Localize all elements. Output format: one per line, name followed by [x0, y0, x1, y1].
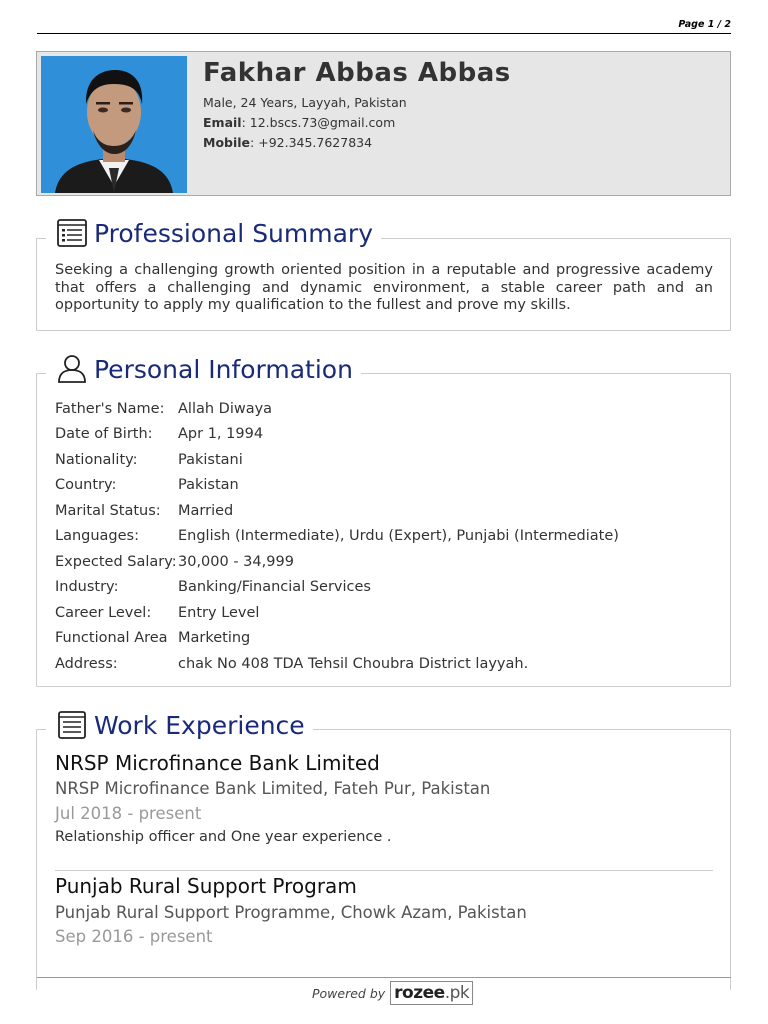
info-row — [55, 396, 619, 422]
mobile-value: : +92.345.7627834 — [250, 135, 373, 150]
job-organization: NRSP Microfinance Bank Limited, Fateh Pur, Pakistan — [55, 779, 491, 798]
info-row — [55, 524, 619, 550]
person-icon — [56, 353, 88, 385]
summary-text: Seeking a challenging growth oriented position in a reputable and progressive academy that offers a challenging and dynamic environment, a stable career path and an opportunity to apply my qualification to the fullest and prove my skills. — [55, 262, 713, 313]
info-key: Address: — [55, 655, 118, 672]
summary-heading — [46, 217, 381, 249]
info-value: 30,000 - 34,999 — [178, 553, 294, 570]
info-row — [55, 549, 619, 575]
info-key: Languages: — [55, 528, 139, 545]
personal-title: Personal Information — [94, 354, 353, 384]
candidate-name: Fakhar Abbas Abbas — [203, 58, 511, 88]
info-row — [55, 651, 619, 677]
brand-suffix: .pk — [444, 983, 470, 1003]
bottom-divider — [37, 977, 731, 978]
rozee-logo[interactable] — [390, 981, 473, 1005]
job-divider — [55, 870, 713, 871]
personal-info-table — [55, 396, 619, 677]
info-value: Pakistan — [178, 477, 239, 494]
email-value: : 12.bscs.73@gmail.com — [241, 115, 396, 130]
personal-heading — [46, 353, 361, 385]
work-title: Work Experience — [94, 710, 305, 740]
info-row — [55, 626, 619, 652]
info-value: Married — [178, 502, 234, 519]
job-dates: Sep 2016 - present — [55, 927, 213, 946]
top-divider — [37, 33, 731, 34]
info-key: Functional Area — [55, 630, 168, 647]
info-value: chak No 408 TDA Tehsil Choubra District layyah. — [178, 655, 529, 672]
job-title: Punjab Rural Support Program — [55, 874, 357, 898]
info-value: Allah Diwaya — [178, 400, 273, 417]
job-organization: Punjab Rural Support Programme, Chowk Azam, Pakistan — [55, 903, 527, 922]
email-line — [203, 115, 395, 130]
candidate-details: Male, 24 Years, Layyah, Pakistan — [203, 95, 407, 110]
info-key: Father's Name: — [55, 400, 165, 417]
info-value: Apr 1, 1994 — [178, 426, 264, 443]
newspaper-icon — [56, 709, 88, 741]
mobile-label: Mobile — [203, 135, 251, 150]
summary-title: Professional Summary — [94, 218, 374, 248]
info-row — [55, 498, 619, 524]
info-row — [55, 473, 619, 499]
profile-photo — [41, 56, 187, 193]
email-label: Email — [203, 115, 242, 130]
page-indicator: Page 1 / 2 — [678, 19, 731, 30]
info-row — [55, 422, 619, 448]
mobile-line — [203, 135, 372, 150]
info-row — [55, 447, 619, 473]
info-key: Expected Salary: — [55, 553, 177, 570]
info-key: Marital Status: — [55, 502, 161, 519]
info-value: Pakistani — [178, 451, 243, 468]
footer — [312, 981, 473, 1005]
info-row — [55, 575, 619, 601]
profile-header — [36, 51, 731, 196]
document-list-icon — [56, 217, 88, 249]
info-key: Career Level: — [55, 604, 152, 621]
info-value: English (Intermediate), Urdu (Expert), Punjabi (Intermediate) — [178, 528, 619, 545]
info-row — [55, 600, 619, 626]
info-key: Industry: — [55, 579, 119, 596]
brand-main: rozee — [394, 983, 445, 1003]
info-value: Marketing — [178, 630, 251, 647]
job-dates: Jul 2018 - present — [55, 804, 202, 823]
info-key: Date of Birth: — [55, 426, 153, 443]
info-value: Entry Level — [178, 604, 260, 621]
job-description: Relationship officer and One year experience . — [55, 829, 392, 845]
work-heading — [46, 709, 313, 741]
info-value: Banking/Financial Services — [178, 579, 371, 596]
info-key: Country: — [55, 477, 117, 494]
powered-by-text: Powered by — [312, 985, 386, 1001]
job-title: NRSP Microfinance Bank Limited — [55, 751, 380, 775]
info-key: Nationality: — [55, 451, 138, 468]
